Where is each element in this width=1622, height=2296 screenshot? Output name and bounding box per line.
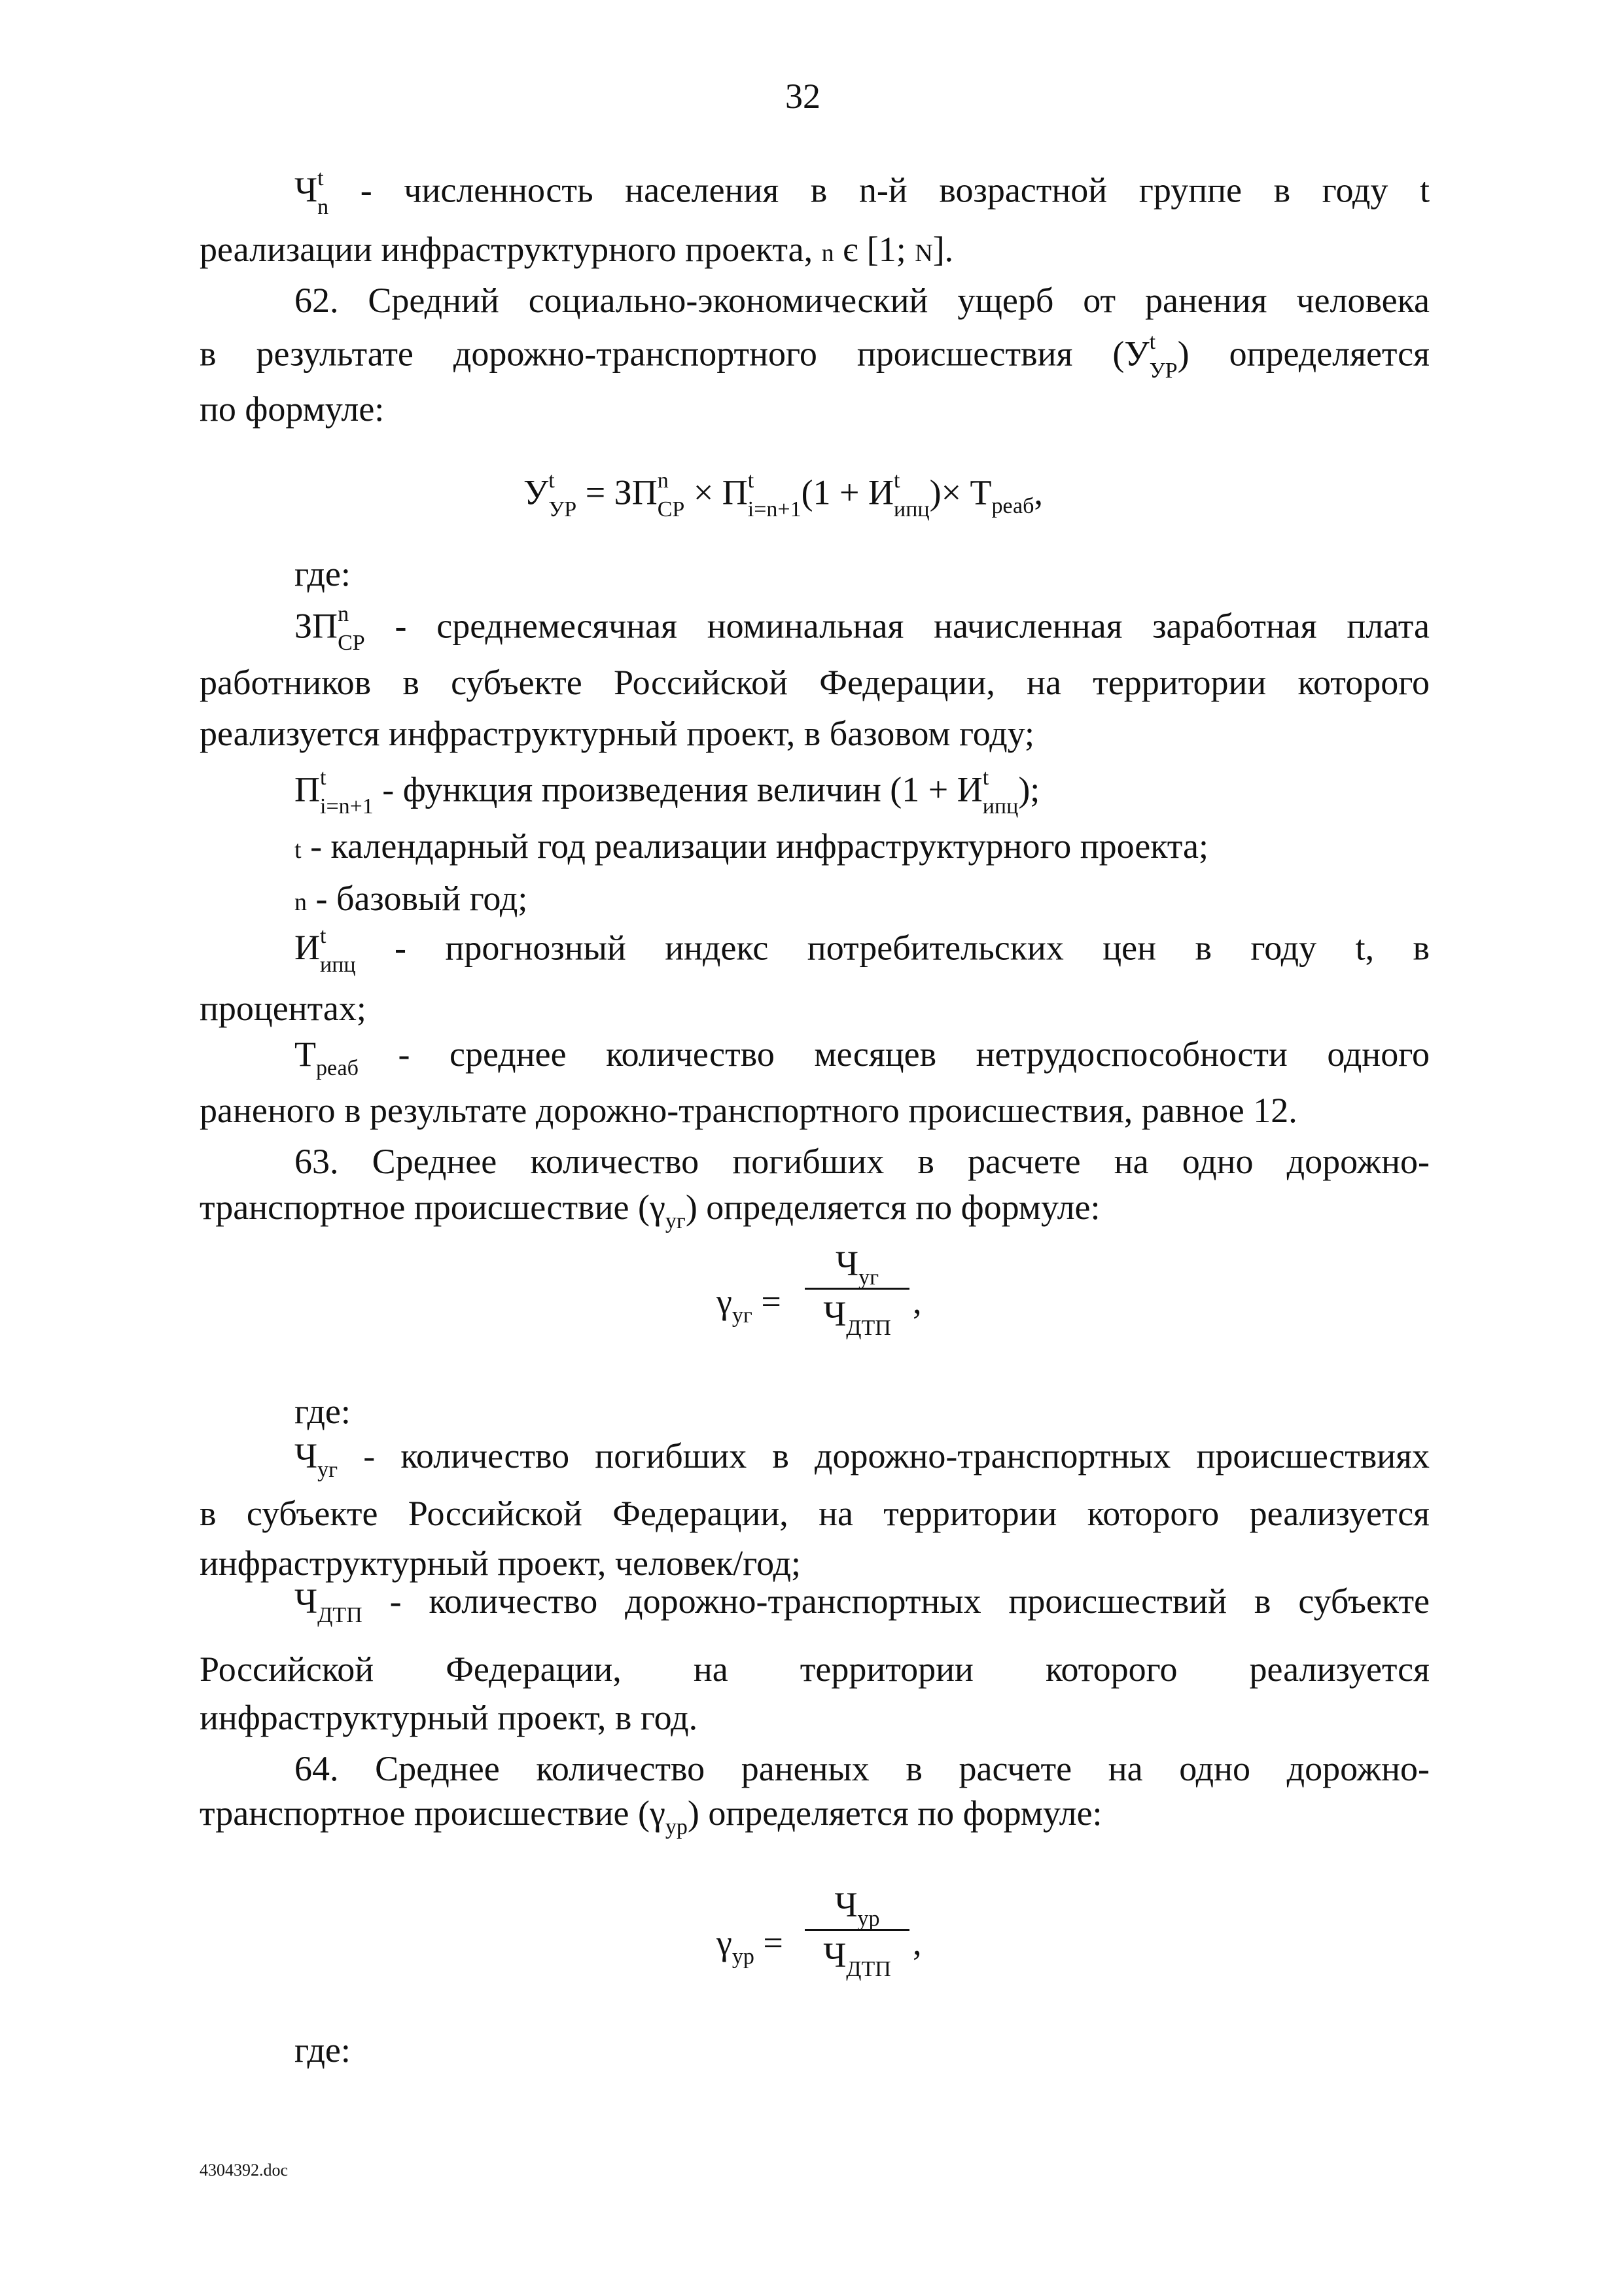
page-number: 32 xyxy=(785,77,820,116)
def-chn-symbol: Ч t n xyxy=(294,166,329,219)
p63-line2: транспортное происшествие $(\gamma_{уг})$ определяется по формуле: xyxy=(200,1188,1101,1233)
def-zp-line1: ЗП n СР - среднемесячная номинальная начисленная заработная плата xyxy=(294,602,1430,655)
formula-gamma-ur-fraction xyxy=(805,1884,909,1981)
where-label-2: где: xyxy=(294,1392,351,1431)
def-chug-line2: в субъекте Российской Федерации, на территории которого реализуется xyxy=(200,1494,1430,1533)
def-zp-line2: работников в субъекте Российской Федерации, на территории которого xyxy=(200,663,1430,702)
def-chug-line3: инфраструктурный проект, человек/год; xyxy=(200,1544,802,1583)
formula-gamma-ur-comma: , xyxy=(913,1923,922,1962)
fraction-denominator: $Ч_{ДТП}$ xyxy=(823,1935,891,1981)
def-chdtp-line1: $Ч_{ДТП}$ - количество дорожно-транспортных происшествий в субъекте xyxy=(294,1581,1430,1627)
p64-line1: 64. Среднее количество раненых в расчете на одно дорожно- xyxy=(294,1749,1430,1788)
fraction-numerator: $Ч_{уг}$ xyxy=(835,1244,879,1290)
formula-gamma-ug-lhs: $\gamma_{уг}$ = xyxy=(716,1282,781,1328)
def-p: П t i=n+1 - функция произведения величин (1 + И t ипц ); xyxy=(294,766,1040,819)
where-label-3: где: xyxy=(294,2030,351,2070)
def-chn-line2: реализации инфраструктурного проекта, n є [1; N]. xyxy=(200,230,954,269)
def-chdtp-line3: инфраструктурный проект, в год. xyxy=(200,1698,698,1737)
footer-filename: 4304392.doc xyxy=(200,2161,289,2180)
where-label-1: где: xyxy=(294,554,351,593)
p62-line2: в результате дорожно-транспортного происшествия (У t УР ) определяется xyxy=(200,330,1430,383)
formula-ur: У t УР = ЗП n СР × П t i=n+1 (1 + И t ипц )× $Т_{реаб}$, xyxy=(523,468,1043,521)
def-i-line1: И t ипц - прогнозный индекс потребительских цен в году t, в xyxy=(294,924,1430,977)
p64-line2: транспортное происшествие $(\gamma_{ур})$ определяется по формуле: xyxy=(200,1793,1102,1839)
fraction-denominator: $Ч_{ДТП}$ xyxy=(823,1294,891,1340)
formula-gamma-ug-fraction xyxy=(805,1243,909,1340)
def-chug-line1: $Ч_{уг}$ - количество погибших в дорожно-транспортных происшествиях xyxy=(294,1436,1430,1482)
fraction-bar xyxy=(805,1288,909,1290)
def-i-line2: процентах; xyxy=(200,989,366,1028)
p62-line3: по формуле: xyxy=(200,389,385,429)
def-t: t - календарный год реализации инфраструктурного проекта; xyxy=(294,826,1209,866)
def-zp-line3: реализуется инфраструктурный проект, в базовом году; xyxy=(200,714,1035,753)
formula-gamma-ug-comma: , xyxy=(913,1282,922,1321)
def-treab-line2: раненого в результате дорожно-транспортного происшествия, равное 12. xyxy=(200,1091,1297,1130)
def-chdtp-line2: Российской Федерации, на территории которого реализуется xyxy=(200,1650,1430,1689)
def-chn-line1 xyxy=(294,166,1430,219)
def-treab-line1: $Т_{реаб}$ - среднее количество месяцев нетрудоспособности одного xyxy=(294,1034,1430,1080)
def-n: n - базовый год; xyxy=(294,879,528,918)
fraction-bar xyxy=(805,1929,909,1931)
def-chn-text: - численность населения в n-й возрастной группе в году t xyxy=(360,170,1430,210)
p63-line1: 63. Среднее количество погибших в расчете на одно дорожно- xyxy=(294,1142,1430,1181)
fraction-numerator: $Ч_{ур}$ xyxy=(834,1885,880,1931)
formula-gamma-ur-lhs: $\gamma_{ур}$ = xyxy=(716,1923,783,1969)
p62-line1: 62. Средний социально-экономический ущерб от ранения человека xyxy=(294,281,1430,320)
